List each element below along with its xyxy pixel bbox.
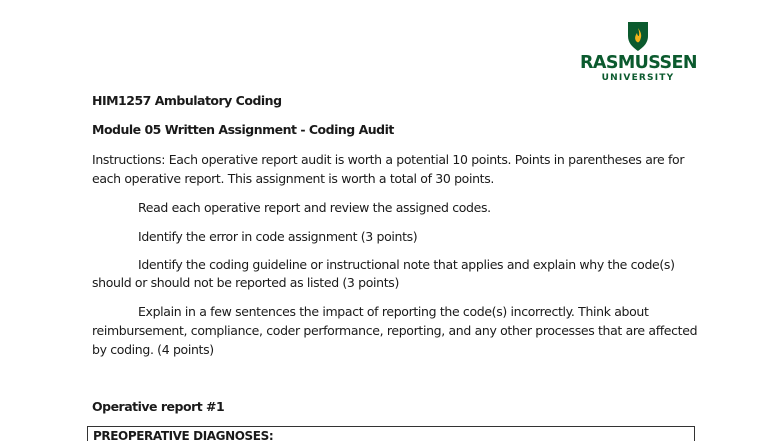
logo-subtitle: UNIVERSITY xyxy=(601,73,675,83)
course-title: HIM1257 Ambulatory Coding xyxy=(92,93,282,108)
step-impact-line-1: Explain in a few sentences the impact of reporting the code(s) incorrectly. Think about xyxy=(138,304,649,319)
preoperative-diagnoses-label: PREOPERATIVE DIAGNOSES: xyxy=(93,429,274,441)
step-guideline-line-2: should or should not be reported as listed (3 points) xyxy=(92,275,399,290)
instructions-line-2: each operative report. This assignment is worth a total of 30 points. xyxy=(92,171,495,186)
logo-wordmark: RASMUSSEN xyxy=(580,53,697,73)
university-logo xyxy=(580,20,696,84)
step-identify-error: Identify the error in code assignment (3 points) xyxy=(138,229,418,244)
operative-report-heading: Operative report #1 xyxy=(92,399,225,414)
step-impact-line-2: reimbursement, compliance, coder performance, reporting, and any other processes that are affected xyxy=(92,323,698,338)
step-impact-line-3: by coding. (4 points) xyxy=(92,342,214,357)
shield-flame-icon xyxy=(625,20,651,52)
instructions-line-1: Instructions: Each operative report audit is worth a potential 10 points. Points in parentheses are for xyxy=(92,152,685,167)
step-guideline-line-1: Identify the coding guideline or instructional note that applies and explain why the code(s) xyxy=(138,257,675,272)
assignment-title: Module 05 Written Assignment - Coding Audit xyxy=(92,122,394,137)
step-read-reports: Read each operative report and review the assigned codes. xyxy=(138,200,491,215)
operative-report-table xyxy=(87,426,695,441)
